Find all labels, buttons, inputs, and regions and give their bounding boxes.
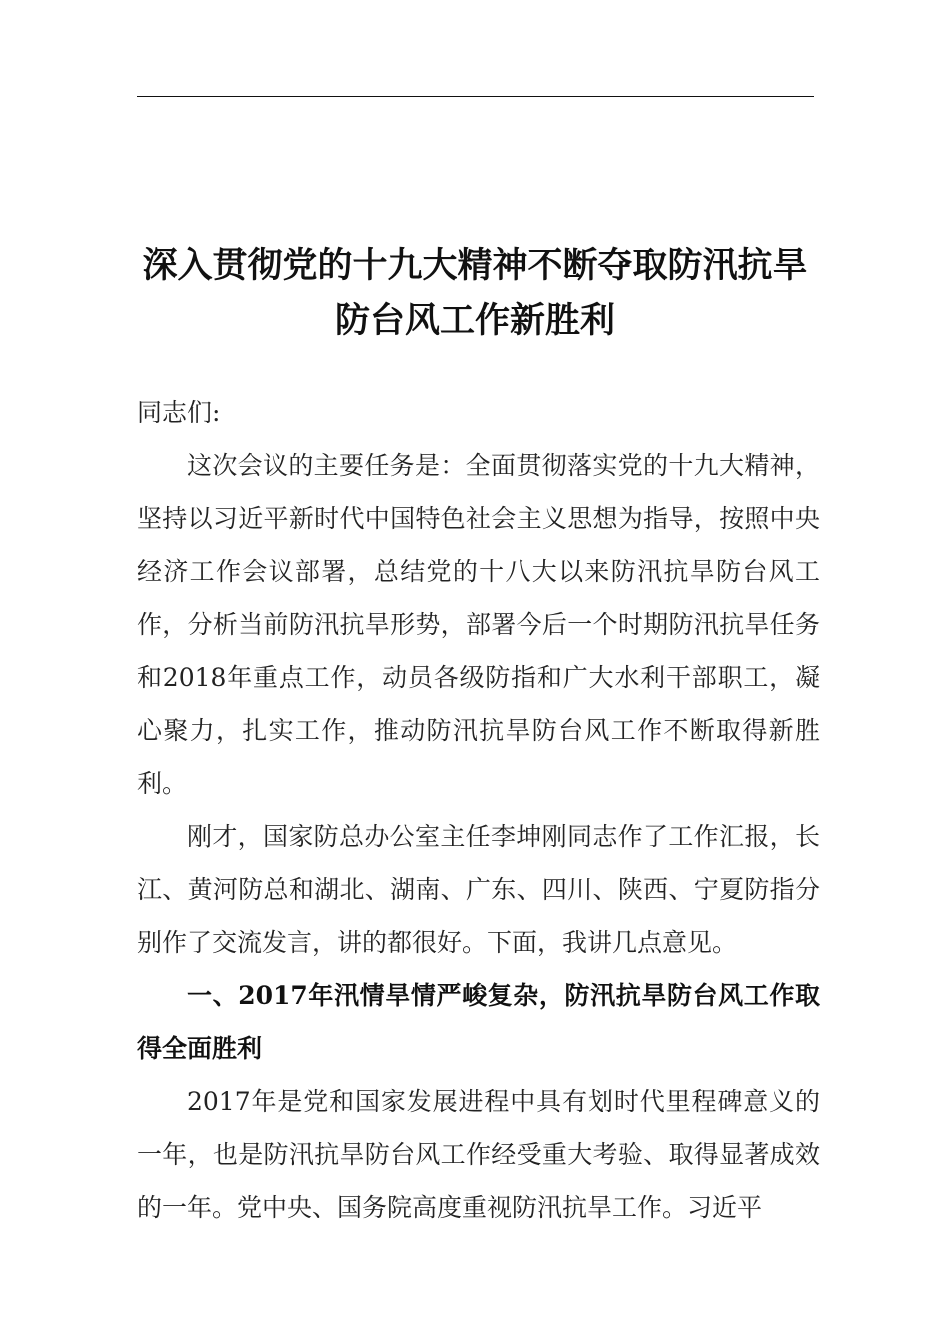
section-heading-1: 一、2017年汛情旱情严峻复杂，防汛抗旱防台风工作取得全面胜利 — [137, 981, 820, 1063]
title-line-2: 防台风工作新胜利 — [334, 300, 615, 341]
paragraph-2: 刚才，国家防总办公室主任李坤刚同志作了工作汇报，长江、黄河防总和湖北、湖南、广东、四川、陕西、宁夏防指分别作了交流发言，讲的都很好。下面，我讲几点意见。 — [137, 822, 820, 957]
salutation: 同志们: — [137, 398, 221, 427]
header-rule — [137, 96, 814, 97]
paragraph-1: 这次会议的主要任务是：全面贯彻落实党的十九大精神，坚持以习近平新时代中国特色社会主义思想为指导，按照中央经济工作会议部署，总结党的十八大以来防汛抗旱防台风工作，分析当前防汛抗旱形势，部署今后一个时期防汛抗旱任务和2018年重点工作，动员各级防指和广大水利干部职工，凝心聚力，扎实工作，推动防汛抗旱防台风工作不断取得新胜利。 — [137, 451, 820, 798]
section-1-paragraph: 2017年是党和国家发展进程中具有划时代里程碑意义的一年，也是防汛抗旱防台风工作经受重大考验、取得显著成效的一年。党中央、国务院高度重视防汛抗旱工作。习近平 — [137, 1087, 820, 1222]
title-line-1: 深入贯彻党的十九大精神不断夺取防汛抗旱 — [142, 245, 808, 286]
document-title — [120, 238, 830, 348]
document-body — [137, 386, 820, 1234]
